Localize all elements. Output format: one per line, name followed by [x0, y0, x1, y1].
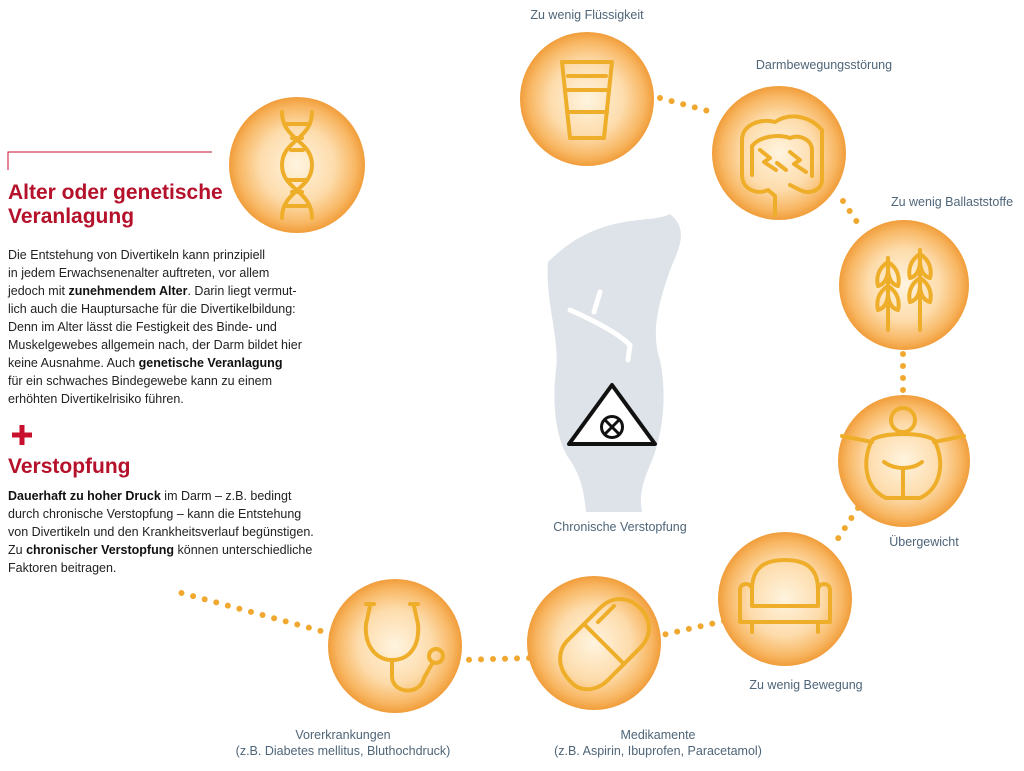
- circle-overweight: [838, 395, 970, 527]
- section1-title-line1: Alter oder genetische: [8, 181, 223, 204]
- connector-glass-intestine: [660, 98, 712, 112]
- s2-line: Zu chronischer Verstopfung können unterschiedliche: [8, 543, 313, 557]
- title-accent-line: [8, 152, 212, 170]
- label-center: Chronische Verstopfung: [553, 520, 687, 534]
- label-pill-sub: (z.B. Aspirin, Ibuprofen, Paracetamol): [554, 744, 762, 758]
- connector-intestine-wheat: [843, 201, 861, 228]
- section2-title: Verstopfung: [8, 455, 131, 478]
- s1-line: Denn im Alter lässt die Festigkeit des Binde- und: [8, 320, 277, 334]
- connector-stethoscope-left: [178, 592, 332, 634]
- section2-paragraph: [8, 487, 348, 577]
- s2-line: von Divertikeln und den Krankheitsverlauf begünstigen.: [8, 525, 314, 539]
- label-overweight: Übergewicht: [889, 535, 959, 549]
- s2-line: Faktoren beitragen.: [8, 561, 117, 575]
- label-sofa: Zu wenig Bewegung: [749, 678, 863, 692]
- s1-line: Muskelgewebes allgemein nach, der Darm bildet hier: [8, 338, 302, 352]
- circle-stethoscope: [328, 579, 462, 713]
- label-stethoscope-sub: (z.B. Diabetes mellitus, Bluthochdruck): [235, 744, 451, 758]
- s1-line: für ein schwaches Bindegewebe kann zu einem: [8, 374, 273, 388]
- circle-dna: [229, 97, 365, 233]
- s1-line: keine Ausnahme. Auch genetische Veranlagung: [8, 356, 283, 370]
- label-wheat: Zu wenig Ballaststoffe: [890, 195, 1014, 209]
- s1-line: erhöhten Divertikelrisiko führen.: [8, 392, 184, 406]
- connector-overweight-sofa: [837, 508, 858, 540]
- connector-sofa-pill: [662, 621, 724, 635]
- section1-title-line2: Veranlagung: [8, 205, 135, 228]
- label-glass: Zu wenig Flüssigkeit: [530, 8, 644, 22]
- label-intestine: Darmbewegungsstörung: [755, 58, 893, 72]
- connector-pill-stethoscope: [460, 658, 529, 660]
- label-stethoscope-title: Vorerkrankungen: [295, 728, 391, 742]
- plus-sign: [12, 425, 32, 445]
- circle-glass: [520, 32, 654, 166]
- circle-intestine: [712, 86, 846, 220]
- s2-line: durch chronische Verstopfung – kann die Entstehung: [8, 507, 302, 521]
- label-stethoscope: [212, 727, 474, 759]
- s1-line: lich auch die Hauptursache für die Divertikelbildung:: [8, 302, 296, 316]
- torso-silhouette: [548, 214, 681, 512]
- s1-line: in jedem Erwachsenenalter auftreten, vor allem: [8, 266, 270, 280]
- s1-line: jedoch mit zunehmendem Alter. Darin liegt vermut-: [8, 284, 297, 298]
- s2-line: Dauerhaft zu hoher Druck im Darm – z.B. bedingt: [8, 489, 292, 503]
- section1-title: [8, 181, 223, 229]
- label-pill: [538, 727, 778, 759]
- s1-line: Die Entstehung von Divertikeln kann prinzipiell: [8, 248, 266, 262]
- section1-paragraph: [8, 246, 338, 408]
- circle-wheat: [839, 220, 969, 350]
- label-pill-title: Medikamente: [620, 728, 696, 742]
